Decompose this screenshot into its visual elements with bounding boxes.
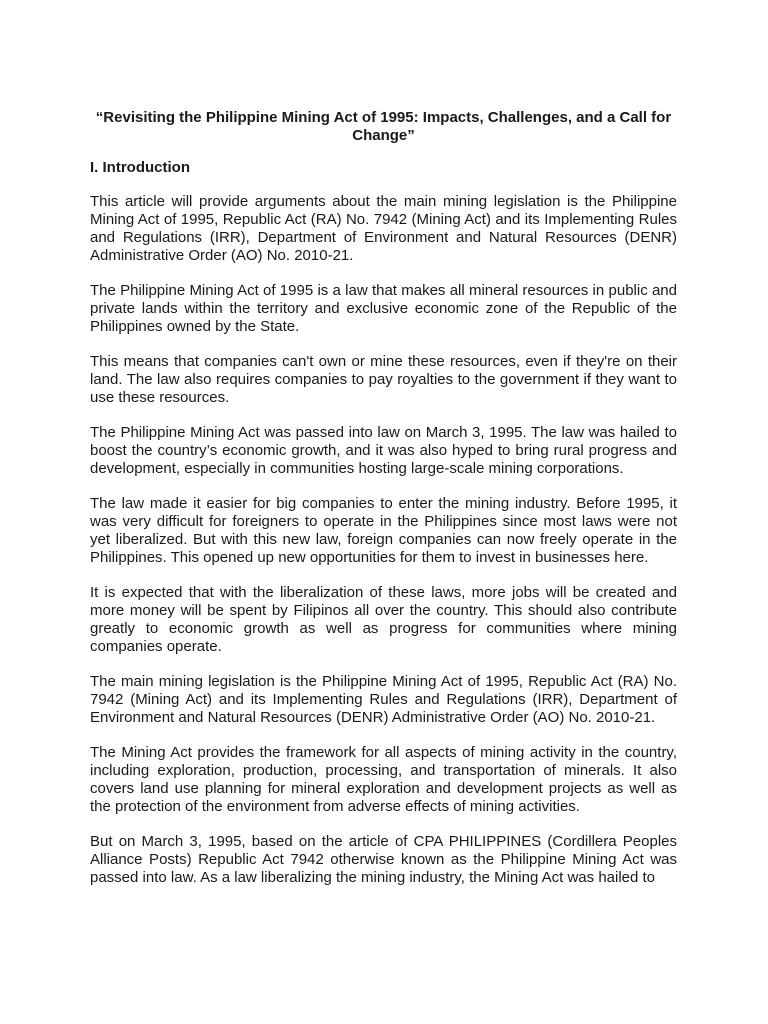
paragraph-7: The main mining legislation is the Philippine Mining Act of 1995, Republic Act (RA) No. 7942 (Mining Act) and its Implementing Rules and Regulations (IRR), Department of Environment and Natural Resources (DENR) Administrative Order (AO) No. 2010-21. <box>90 673 677 726</box>
paragraph-8: The Mining Act provides the framework for all aspects of mining activity in the country, including exploration, production, processing, and transportation of minerals. It also covers land use planning for mineral exploration and development projects as well as the protection of the environment from adverse effects of mining activities. <box>90 744 677 815</box>
paragraph-1: This article will provide arguments about the main mining legislation is the Philippine Mining Act of 1995, Republic Act (RA) No. 7942 (Mining Act) and its Implementing Rules and Regulations (IRR), Department of Environment and Natural Resources (DENR) Administrative Order (AO) No. 2010-21. <box>90 193 677 264</box>
paragraph-3: This means that companies can't own or mine these resources, even if they're on their land. The law also requires companies to pay royalties to the government if they want to use these resources. <box>90 353 677 406</box>
paragraph-9: But on March 3, 1995, based on the article of CPA PHILIPPINES (Cordillera Peoples Alliance Posts) Republic Act 7942 otherwise known as the Philippine Mining Act was passed into law. As a law liberalizing the mining industry, the Mining Act was hailed to <box>90 833 677 886</box>
paragraph-6: It is expected that with the liberalization of these laws, more jobs will be created and more money will be spent by Filipinos all over the country. This should also contribute greatly to economic growth as well as progress for communities where mining companies operate. <box>90 584 677 655</box>
document-page <box>90 109 677 904</box>
paragraph-5: The law made it easier for big companies to enter the mining industry. Before 1995, it was very difficult for foreigners to operate in the Philippines since most laws were not yet liberalized. But with this new law, foreign companies can now freely operate in the Philippines. This opened up new opportunities for them to invest in businesses here. <box>90 495 677 566</box>
section-heading: I. Introduction <box>90 159 190 176</box>
paragraph-4: The Philippine Mining Act was passed into law on March 3, 1995. The law was hailed to boost the country’s economic growth, and it was also hyped to bring rural progress and development, especially in communities hosting large-scale mining corporations. <box>90 424 677 477</box>
document-title: “Revisiting the Philippine Mining Act of 1995: Impacts, Challenges, and a Call for Change” <box>95 109 672 144</box>
paragraph-2: The Philippine Mining Act of 1995 is a law that makes all mineral resources in public and private lands within the territory and exclusive economic zone of the Republic of the Philippines owned by the State. <box>90 282 677 335</box>
